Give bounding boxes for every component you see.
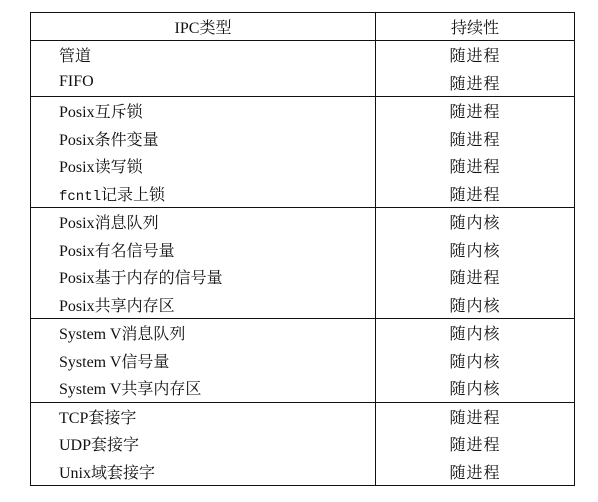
ipc-type-cell: Posix共享内存区 bbox=[31, 291, 376, 319]
table-row bbox=[31, 125, 575, 153]
table-row bbox=[31, 97, 575, 125]
table-row bbox=[31, 180, 575, 208]
table-row bbox=[31, 69, 575, 97]
persistence-cell: 随进程 bbox=[376, 402, 575, 430]
header-row bbox=[31, 13, 575, 41]
persistence-cell: 随内核 bbox=[449, 297, 501, 315]
record-lock-label: 记录上锁 bbox=[101, 186, 166, 204]
persistence-cell: 随内核 bbox=[449, 242, 501, 260]
persistence-cell: 随进程 bbox=[449, 131, 501, 149]
fcntl-code: fcntl bbox=[59, 188, 102, 205]
persistence-cell: 随内核 bbox=[376, 208, 575, 236]
ipc-type-cell: Posix基于内存的信号量 bbox=[31, 263, 376, 291]
table-row bbox=[31, 263, 575, 291]
ipc-persistence-table bbox=[30, 12, 575, 486]
ipc-type-cell: Posix条件变量 bbox=[31, 125, 376, 153]
ipc-type-cell: System V共享内存区 bbox=[31, 374, 376, 402]
header-ipc-type: IPC类型 bbox=[31, 13, 376, 41]
ipc-type-cell: Posix读写锁 bbox=[31, 152, 376, 180]
table-row bbox=[31, 41, 575, 69]
persistence-cell: 随内核 bbox=[376, 319, 575, 347]
table-row bbox=[31, 152, 575, 180]
persistence-cell: 随内核 bbox=[449, 381, 501, 399]
persistence-cell: 随进程 bbox=[449, 48, 501, 66]
ipc-type-cell: Unix域套接字 bbox=[31, 458, 376, 486]
group-sockets bbox=[31, 402, 575, 486]
persistence-cell: 随进程 bbox=[449, 186, 501, 204]
group-posix-ipc bbox=[31, 208, 575, 319]
persistence-cell: 随内核 bbox=[449, 353, 501, 371]
ipc-type-cell: Posix消息队列 bbox=[31, 208, 376, 236]
ipc-type-cell: FIFO bbox=[31, 69, 376, 97]
header-persistence: 持续性 bbox=[376, 13, 575, 41]
table-row bbox=[31, 458, 575, 486]
group-locks bbox=[31, 97, 575, 208]
ipc-type-cell: Posix互斥锁 bbox=[31, 97, 376, 125]
persistence-cell: 随进程 bbox=[449, 437, 501, 455]
table-row bbox=[31, 236, 575, 264]
table-row bbox=[31, 402, 575, 430]
table-row bbox=[31, 291, 575, 319]
ipc-type-cell: System V信号量 bbox=[31, 347, 376, 375]
persistence-cell: 随进程 bbox=[449, 159, 501, 177]
persistence-cell: 随进程 bbox=[376, 97, 575, 125]
group-system-v bbox=[31, 319, 575, 403]
ipc-type-cell: UDP套接字 bbox=[31, 430, 376, 458]
persistence-cell: 随进程 bbox=[449, 464, 501, 482]
table-header bbox=[31, 13, 575, 41]
table-row bbox=[31, 347, 575, 375]
ipc-type-cell: TCP套接字 bbox=[31, 402, 376, 430]
persistence-cell: 随进程 bbox=[449, 270, 501, 288]
ipc-type-cell bbox=[31, 180, 376, 208]
persistence-cell: 随进程 bbox=[449, 75, 501, 93]
table-row bbox=[31, 319, 575, 347]
ipc-type-cell: Posix有名信号量 bbox=[31, 236, 376, 264]
ipc-type-cell: System V消息队列 bbox=[31, 319, 376, 347]
ipc-type-cell: 管道 bbox=[31, 41, 376, 69]
group-pipes bbox=[31, 41, 575, 97]
table-row bbox=[31, 208, 575, 236]
table-row bbox=[31, 430, 575, 458]
table-row bbox=[31, 374, 575, 402]
